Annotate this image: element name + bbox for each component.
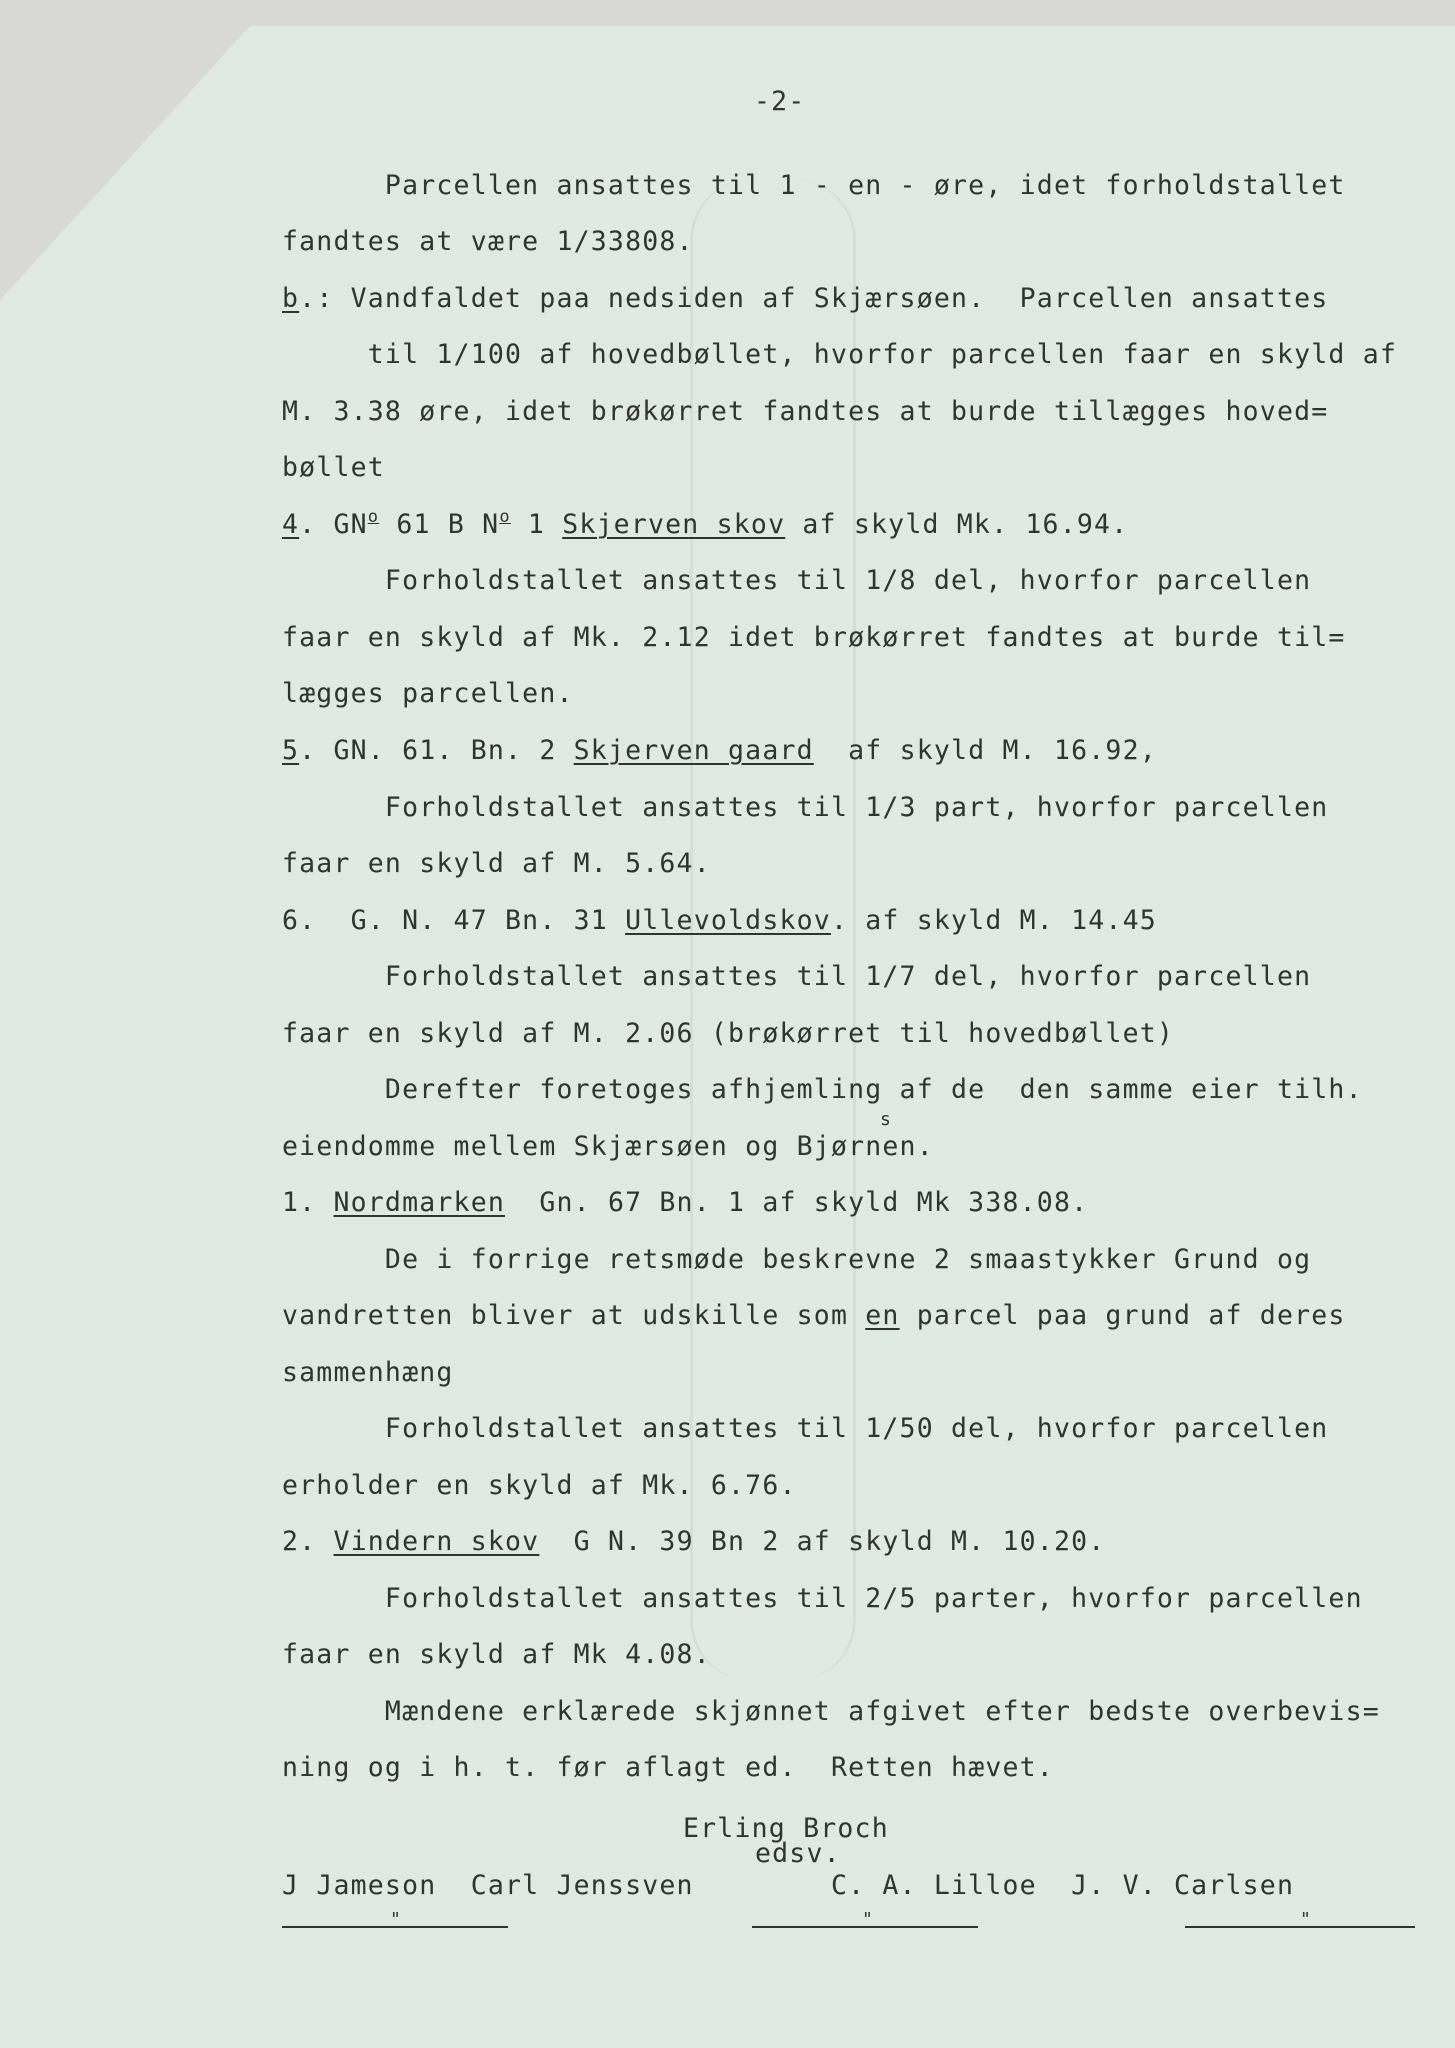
text-line: Derefter foretoges afhjemling af de den samme eier tilh. [282, 1074, 1363, 1105]
text-line: erholder en skyld af Mk. 6.76. [282, 1470, 797, 1501]
item-4-gn: . GN [299, 509, 368, 540]
ditto-mark-2: " [862, 1909, 873, 1930]
item-n1-number: 1. [282, 1187, 334, 1218]
item-n2-place: Vindern skov [333, 1526, 540, 1557]
text-line: Forholdstallet ansattes til 1/8 del, hvorfor parcellen [282, 565, 1312, 596]
item-5-line [282, 735, 1157, 766]
text-line: De i forrige retsmøde beskrevne 2 smaastykker Grund og [282, 1244, 1312, 1275]
item-6-gn: 6. G. N. 47 Bn. 31 [282, 905, 626, 936]
ditto-mark-1: " [390, 1909, 401, 1930]
item-4-number: 4 [282, 509, 300, 540]
item-4-place: Skjerven skov [562, 509, 786, 540]
item-b-dot: . [299, 283, 317, 314]
item-b-line [282, 283, 1328, 314]
signature-chair: Erling Broch [683, 1813, 889, 1844]
text-line: Forholdstallet ansattes til 1/50 del, hvorfor parcellen [282, 1413, 1329, 1444]
vandretten-line [282, 1300, 1346, 1331]
text-line: Forholdstallet ansattes til 1/3 part, hvorfor parcellen [282, 792, 1329, 823]
text-line: faar en skyld af Mk. 2.12 idet brøkørret fandtes at burde til= [282, 622, 1346, 653]
signature-chair-title: edsv. [755, 1838, 841, 1869]
ditto-mark-3: " [1300, 1909, 1311, 1930]
text-line: Mændene erklærede skjønnet afgivet efter bedste overbevis= [282, 1696, 1380, 1727]
text-line: af skyld M. 16.92, [813, 735, 1157, 766]
page-number: -2- [754, 86, 806, 117]
item-n2-number: 2. [282, 1526, 334, 1557]
signature-names: J Jameson Carl Jenssven C. A. Lilloe J. V. Carlsen [282, 1870, 1295, 1901]
text-line: Forholdstallet ansattes til 1/7 del, hvorfor parcellen [282, 961, 1312, 992]
text-line: faar en skyld af M. 2.06 (brøkørret til hovedbøllet) [282, 1018, 1175, 1049]
text-line: G N. 39 Bn 2 af skyld M. 10.20. [539, 1526, 1106, 1557]
item-b-letter: b [282, 283, 300, 314]
eiendomme-text: eiendomme mellem Skjærsøen og Bjørn [282, 1131, 883, 1162]
text-line: ning og i h. t. før aflagt ed. Retten hævet. [282, 1752, 1054, 1783]
text-line: Gn. 67 Bn. 1 af skyld Mk 338.08. [505, 1187, 1089, 1218]
text-line: en. [882, 1131, 934, 1162]
item-n1-place: Nordmarken [333, 1187, 506, 1218]
vandretten-text: vandretten bliver at udskille som [282, 1300, 866, 1331]
text-line: . af skyld M. 14.45 [830, 905, 1157, 936]
item-4-sup-1: o [367, 507, 380, 527]
text-line: bøllet [282, 452, 385, 483]
text-line: faar en skyld af M. 5.64. [282, 848, 711, 879]
item-4-line [282, 509, 1128, 540]
text-line: af skyld Mk. 16.94. [785, 509, 1129, 540]
text-line: Parcellen ansattes til 1 - en - øre, idet forholdstallet [282, 170, 1346, 201]
item-4-bn: 61 B N [379, 509, 500, 540]
text-line: faar en skyld af Mk 4.08. [282, 1639, 711, 1670]
text-line: lægges parcellen. [282, 678, 574, 709]
item-4-num: 1 [510, 509, 563, 540]
text-line: til 1/100 af hovedbøllet, hvorfor parcellen faar en skyld af [282, 339, 1398, 370]
text-line: M. 3.38 øre, idet brøkørret fandtes at burde tillægges hoved= [282, 396, 1329, 427]
item-5-number: 5 [282, 735, 300, 766]
text-line: sammenhæng [282, 1357, 454, 1388]
item-5-place: Skjerven gaard [573, 735, 814, 766]
handwritten-correction: s [880, 1109, 893, 1130]
text-line: : Vandfaldet paa nedsiden af Skjærsøen. Parcellen ansattes [316, 283, 1329, 314]
eiendomme-line [282, 1131, 934, 1162]
item-4-sup-2: o [499, 507, 511, 527]
vandretten-emphasis: en [865, 1300, 900, 1331]
item-5-gn: . GN. 61. Bn. 2 [299, 735, 574, 766]
text-line: parcel paa grund af deres [899, 1300, 1346, 1331]
text-line: fandtes at være 1/33808. [282, 226, 694, 257]
text-line: Forholdstallet ansattes til 2/5 parter, hvorfor parcellen [282, 1583, 1363, 1614]
item-6-place: Ullevoldskov [625, 905, 831, 936]
item-6-line [282, 905, 1157, 936]
nordmarken-line [282, 1187, 1088, 1218]
vindern-line [282, 1526, 1105, 1557]
